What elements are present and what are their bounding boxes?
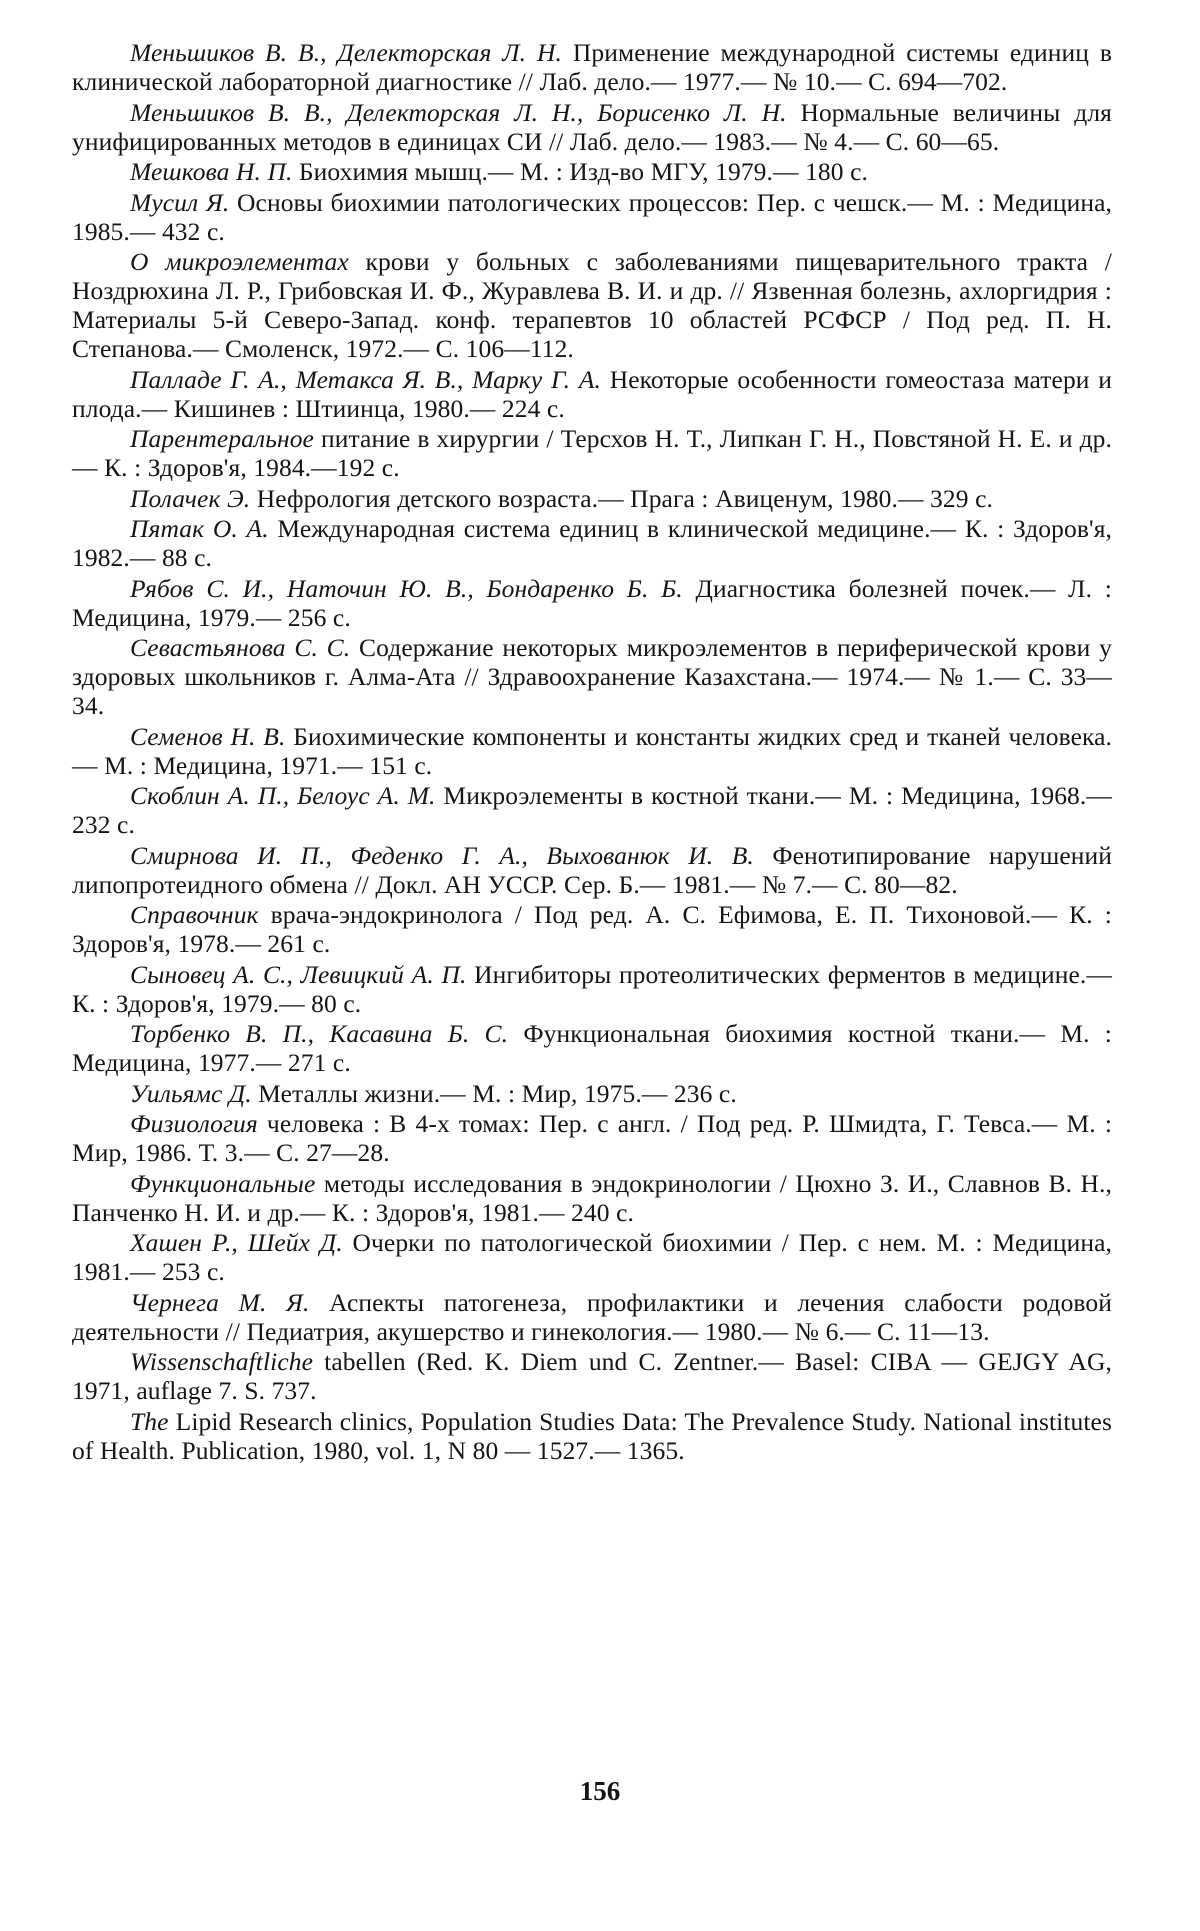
reference-author: Справочник — [130, 900, 259, 929]
reference-entry — [72, 484, 1112, 513]
reference-entry — [72, 247, 1112, 363]
reference-entry — [72, 98, 1112, 156]
reference-text: Диагностика болезней почек.— Л. : Медицина, 1979.— 256 с. — [72, 573, 1112, 632]
reference-entry — [72, 722, 1112, 780]
reference-entry — [72, 1019, 1112, 1077]
reference-author: Рябов С. И., Наточин Ю. В., Бондаренко Б. Б. — [130, 573, 683, 603]
page-number: 156 — [579, 1776, 621, 1806]
reference-entry — [72, 157, 1112, 186]
reference-text: Некоторые особенности гомеостаза матери и плода.— Кишинев : Штиинца, 1980.— 224 с. — [72, 364, 1112, 423]
reference-author: Мусил Я. — [130, 187, 230, 217]
reference-author: Меньшиков В. В., Делекторская Л. Н., Борисенко Л. Н. — [130, 97, 787, 127]
reference-author: Мешкова Н. П. — [130, 157, 293, 186]
reference-author: The — [130, 1406, 169, 1436]
reference-author: Wissenschaftliche — [130, 1347, 314, 1376]
reference-text: Ингибиторы протеолитических ферментов в медицине.— К. : Здоров'я, 1979.— 80 с. — [72, 959, 1112, 1018]
reference-text: Нормальные величины для унифицированных методов в единицах СИ // Лаб. дело.— 1983.— № 4.— С. 60—65. — [72, 97, 1112, 156]
reference-author: Севастьянова С. С. — [130, 633, 351, 662]
reference-entry — [72, 781, 1112, 839]
reference-text: Основы биохимии патологических процессов: Пер. с чешск.— М. : Медицина, 1985.— 432 с. — [72, 187, 1112, 246]
reference-entry — [72, 1228, 1112, 1286]
reference-author: Пятак О. А. — [130, 514, 269, 543]
reference-entry — [72, 1347, 1112, 1405]
reference-author: Торбенко В. П., Касавина Б. С. — [130, 1019, 509, 1048]
reference-entry — [72, 633, 1112, 720]
reference-author: Смирнова И. П., Феденко Г. А., Выхованюк И. В. — [130, 840, 754, 870]
reference-text: Металлы жизни.— М. : Мир, 1975.— 236 с. — [251, 1078, 737, 1108]
reference-text: Аспекты патогенеза, профилактики и лечения слабости родовой деятельности // Педиатрия, акушерство и гинекология.— 1980.— № 6.— С. 11—13. — [72, 1287, 1112, 1346]
reference-text: Международная система единиц в клинической медицине.— К. : Здоров'я, 1982.— 88 с. — [72, 514, 1112, 572]
reference-author: Меньшиков В. В., Делекторская Л. Н. — [130, 38, 562, 67]
reference-entry — [72, 365, 1112, 423]
reference-author: Физиология — [130, 1109, 258, 1138]
reference-text: Очерки по патологической биохимии / Пер. с нем. М. : Медицина, 1981.— 253 с. — [72, 1228, 1112, 1286]
reference-text: врача-эндокринолога / Под ред. А. С. Ефимова, Е. П. Тихоновой.— К. : Здоров'я, 1978.— 261 с. — [72, 900, 1112, 958]
reference-author: Семенов Н. В. — [130, 721, 286, 751]
reference-author: Уильямс Д. — [130, 1078, 252, 1108]
reference-author: Хашен Р., Шейх Д. — [130, 1228, 343, 1257]
reference-entry — [72, 1169, 1112, 1227]
reference-text: человека : В 4-х томах: Пер. с англ. / Под ред. Р. Шмидта, Г. Тевса.— М. : Мир, 1986. Т. 3.— С. 27—28. — [72, 1109, 1112, 1167]
reference-entry — [72, 1407, 1112, 1465]
reference-text: Фенотипирование нарушений липопротеидного обмена // Докл. АН УССР. Сер. Б.— 1981.— № 7.— С. 80—82. — [72, 840, 1112, 899]
reference-entry — [72, 1079, 1112, 1108]
reference-text: Биохимия мышц.— М. : Изд-во МГУ, 1979.— 180 с. — [292, 157, 868, 186]
reference-entry — [72, 38, 1112, 96]
reference-entry — [72, 188, 1112, 246]
reference-entry — [72, 574, 1112, 632]
reference-entry — [72, 900, 1112, 958]
reference-entry — [72, 960, 1112, 1018]
reference-author: Полачек Э. — [130, 483, 251, 513]
reference-text: Нефрология детского возраста.— Прага : Авиценум, 1980.— 329 с. — [250, 483, 993, 513]
reference-text: Применение международной системы единиц в клинической лабораторной диагностике // Лаб. дело.— 1977.— № 10.— С. 694—702. — [72, 38, 1112, 96]
reference-text: Биохимические компоненты и константы жидких сред и тканей человека.— М. : Медицина, 1971.— 151 с. — [72, 721, 1112, 780]
reference-text: tabellen (Red. K. Diem und C. Zentner.— Basel: CIBA — GEJGY AG, 1971, auflage 7. S. 737. — [72, 1347, 1112, 1405]
reference-list — [72, 38, 1112, 1466]
reference-entry — [72, 424, 1112, 482]
reference-text: Функциональная биохимия костной ткани.— М. : Медицина, 1977.— 271 с. — [72, 1019, 1112, 1077]
reference-author: О микроэлементах — [130, 247, 349, 276]
reference-entry — [72, 1288, 1112, 1346]
reference-text: питание в хирургии / Терсхов Н. Т., Липкан Г. Н., Повстяной Н. Е. и др.— К. : Здоров'я, 1984.—192 с. — [72, 424, 1112, 482]
reference-entry — [72, 1109, 1112, 1167]
reference-author: Парентеральное — [130, 424, 314, 453]
reference-text: крови у больных с заболеваниями пищеварительного тракта / Ноздрюхина Л. Р., Грибовская И. Ф., Журавлева В. И. и др. // Язвенная болезнь, ахлоргидрия : Материалы 5-й Северо-Запад. конф. терапевтов 10 областей РСФСР / Под ред. П. Н. Степанова.— Смоленск, 1972.— С. 106—112. — [72, 247, 1112, 363]
reference-entry — [72, 514, 1112, 572]
reference-author: Функциональные — [130, 1168, 316, 1198]
reference-text: Lipid Research clinics, Population Studies Data: The Prevalence Study. National institutes of Health. Publication, 1980, vol. 1, N 80 — 1527.— 1365. — [72, 1406, 1112, 1465]
reference-entry — [72, 841, 1112, 899]
reference-author: Чернега М. Я. — [130, 1287, 310, 1317]
reference-author: Сыновец А. С., Левицкий А. П. — [130, 959, 467, 989]
reference-text: методы исследования в эндокринологии / Цюхно З. И., Славнов В. Н., Панченко Н. И. и др.— К. : Здоров'я, 1981.— 240 с. — [72, 1168, 1112, 1227]
reference-text: Содержание некоторых микроэлементов в периферической крови у здоровых школьников г. Алма-Ата // Здравоохранение Казахстана.— 1974.— № 1.— С. 33—34. — [72, 633, 1112, 720]
reference-text: Микроэлементы в костной ткани.— М. : Медицина, 1968.— 232 с. — [72, 781, 1112, 839]
reference-author: Скоблин А. П., Белоус А. М. — [130, 781, 436, 810]
reference-author: Палладе Г. А., Метакса Я. В., Марку Г. А. — [130, 364, 601, 394]
